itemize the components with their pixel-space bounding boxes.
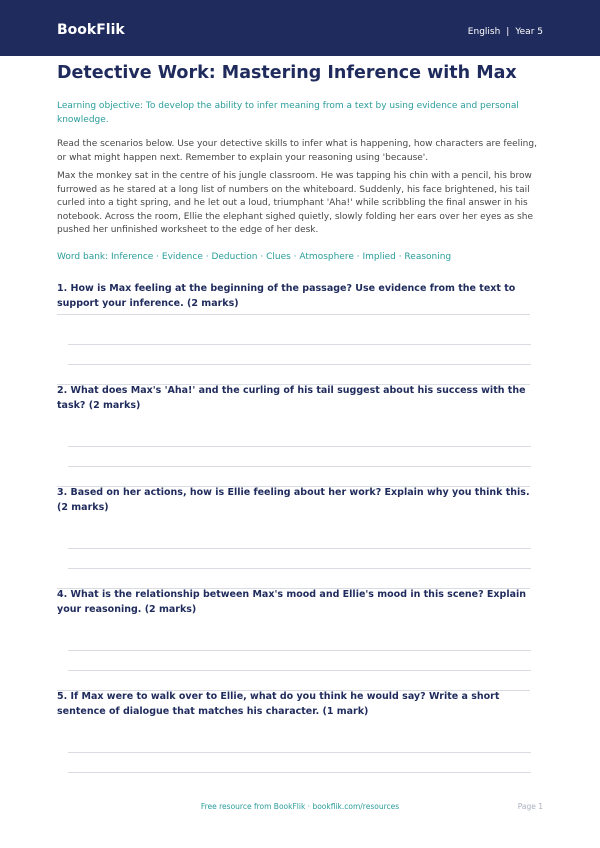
answer-line[interactable] [68, 364, 531, 365]
header-separator: | [506, 27, 510, 37]
page-title: Detective Work: Mastering Inference with Max [57, 63, 517, 83]
learning-objective: Learning objective: To develop the ability to infer meaning from a text by using evidence and personal knowledge. [57, 101, 519, 125]
reading-passage: Max the monkey sat in the centre of his jungle classroom. He was tapping his chin with a pencil, his brow furrowed as he stared at a long list of numbers on the whiteboard. Suddenly, his face brightened, his tail curled into a tight spring, and he let out a loud, triumphant 'Aha!' while scribbling the final answer in his notebook. Across the room, Ellie the elephant sighed quietly, slowly folding her ears over her eyes as she pushed her unfinished worksheet to the edge of her desk. [57, 171, 534, 235]
question-3: 3. Based on her actions, how is Ellie feeling about her work? Explain why you think this. (2 marks) [57, 487, 530, 513]
question-1-divider [57, 314, 530, 315]
answer-line[interactable] [68, 568, 531, 569]
subject-label: English [467, 27, 501, 37]
question-4-divider [57, 588, 530, 589]
header-bar [0, 0, 600, 56]
answer-line[interactable] [68, 344, 531, 345]
instructions: Read the scenarios below. Use your detective skills to infer what is happening, how characters are feeling, or what might happen next. Remember to explain your reasoning using 'because'. [57, 139, 537, 163]
question-2-divider [57, 384, 530, 385]
brand-logo: BookFlik [57, 22, 125, 38]
question-5: 5. If Max were to walk over to Ellie, what do you think he would say? Write a short sentence of dialogue that matches his character. (1 mark) [57, 691, 500, 717]
word-bank: Word bank: Inference · Evidence · Deduction · Clues · Atmosphere · Implied · Reasoning [57, 252, 452, 262]
answer-line[interactable] [68, 772, 531, 773]
question-4: 4. What is the relationship between Max's mood and Ellie's mood in this scene? Explain your reasoning. (2 marks) [57, 589, 527, 615]
answer-line[interactable] [68, 466, 531, 467]
year-label: Year 5 [515, 27, 543, 37]
answer-line[interactable] [68, 670, 531, 671]
answer-line[interactable] [68, 752, 531, 753]
answer-line[interactable] [68, 650, 531, 651]
question-1: 1. How is Max feeling at the beginning of the passage? Use evidence from the text to support your inference. (2 marks) [57, 283, 516, 309]
footer-credit[interactable]: Free resource from BookFlik · bookflik.com/resources [200, 802, 400, 811]
question-3-divider [57, 486, 530, 487]
question-5-divider [57, 690, 530, 691]
answer-line[interactable] [68, 548, 531, 549]
question-2: 2. What does Max's 'Aha!' and the curling of his tail suggest about his success with the task? (2 marks) [57, 385, 526, 411]
subject-year-label [468, 27, 543, 37]
page-number: Page 1 [517, 802, 543, 811]
answer-line[interactable] [68, 446, 531, 447]
